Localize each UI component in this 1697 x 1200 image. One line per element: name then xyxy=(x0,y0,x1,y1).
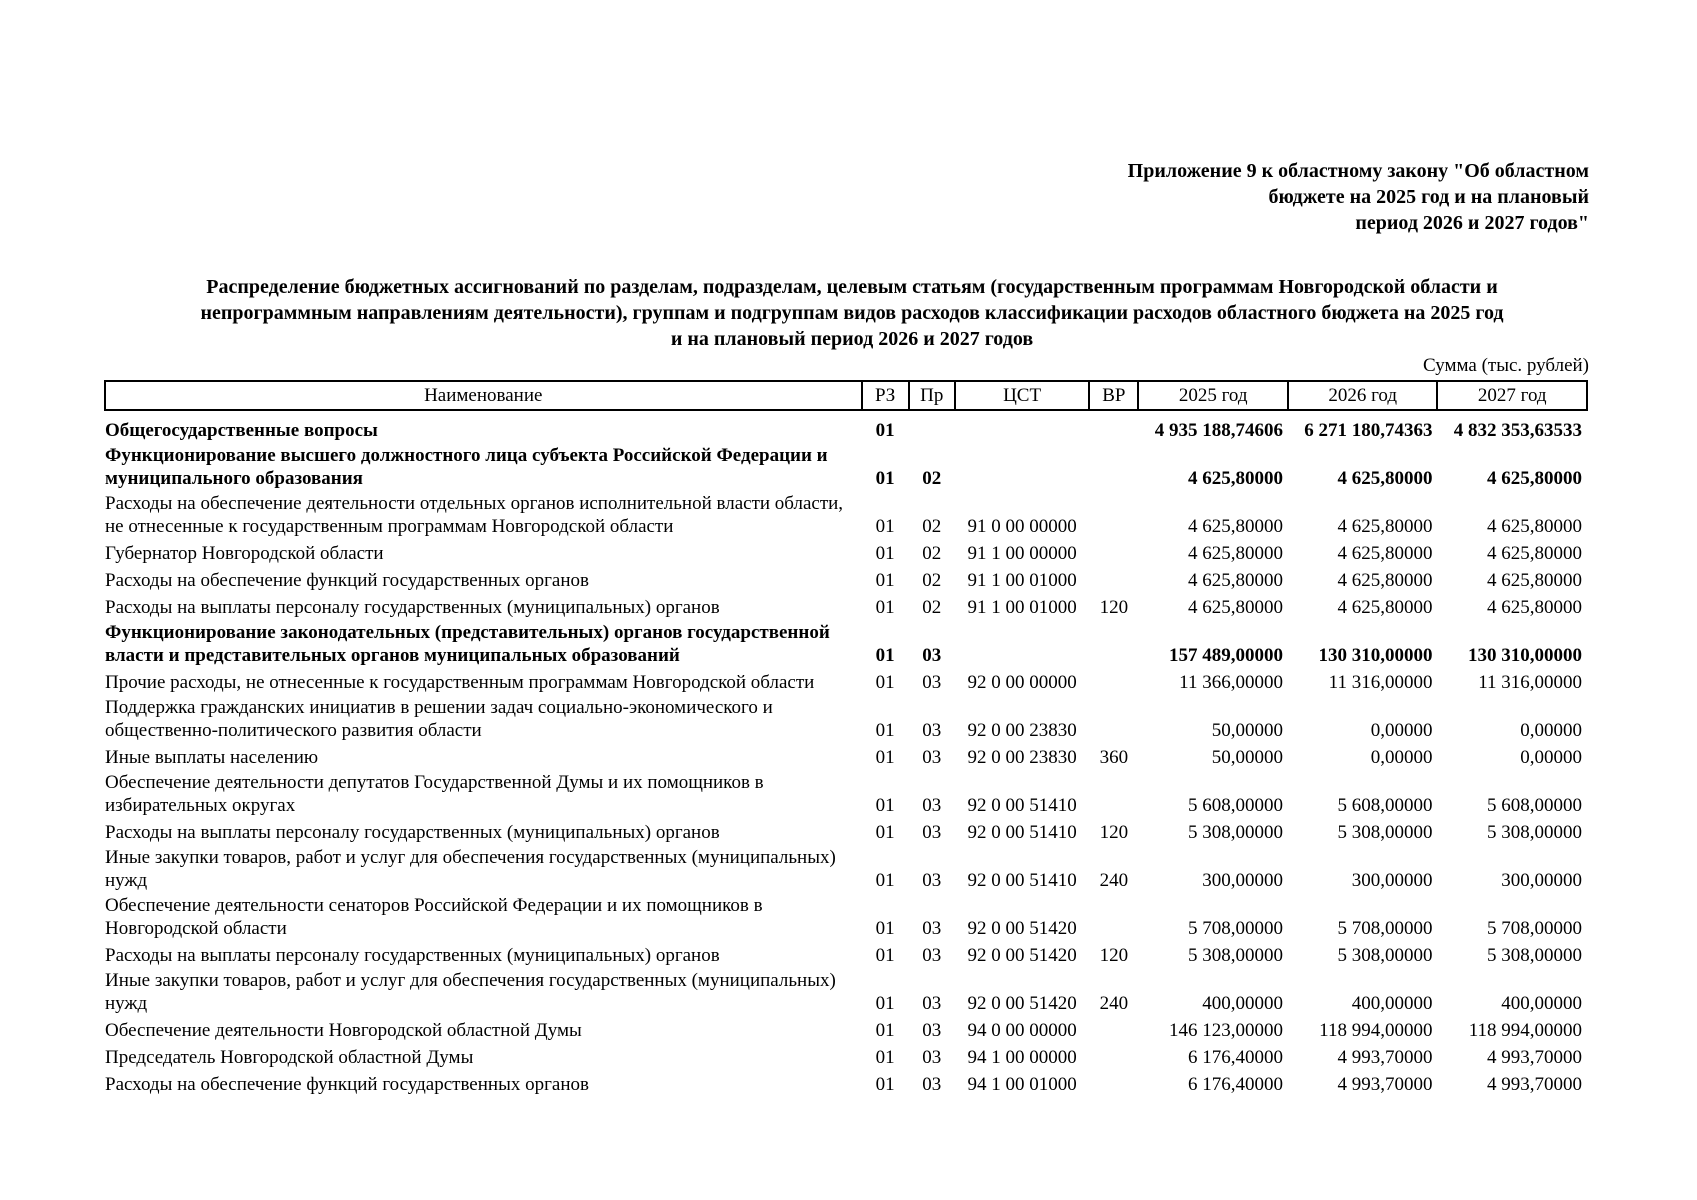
cell-cst: 91 1 00 01000 xyxy=(967,570,1077,591)
table-row xyxy=(105,443,1587,491)
cell-vr xyxy=(1089,668,1138,695)
cell-cst: 91 1 00 01000 xyxy=(967,597,1077,618)
cell-2027: 5 608,00000 xyxy=(1487,795,1582,816)
cell-rz: 01 xyxy=(875,720,895,741)
cell-2026: 5 308,00000 xyxy=(1337,945,1433,966)
cell-name: Иные закупки товаров, работ и услуг для обеспечения государственных (муниципальных) нужд xyxy=(105,970,836,1014)
cell-2027: 11 316,00000 xyxy=(1478,672,1582,693)
cell-name: Обеспечение деятельности сенаторов Российской Федерации и их помощников в Новгородской области xyxy=(105,895,763,939)
cell-cst: 94 0 00 00000 xyxy=(967,1020,1077,1041)
column-header-rz: РЗ xyxy=(862,381,909,410)
column-header-2025: 2025 год xyxy=(1138,381,1288,410)
cell-2027: 4 832 353,63533 xyxy=(1453,420,1582,441)
cell-cst: 92 0 00 23830 xyxy=(967,747,1077,768)
cell-name: Губернатор Новгородской области xyxy=(105,543,384,564)
cell-pr: 03 xyxy=(922,720,942,741)
cell-2027: 300,00000 xyxy=(1501,870,1582,891)
cell-2025: 5 608,00000 xyxy=(1187,795,1283,816)
table-row xyxy=(105,491,1587,539)
cell-pr: 03 xyxy=(922,870,942,891)
cell-vr xyxy=(1089,1016,1138,1043)
cell-name: Председатель Новгородской областной Думы xyxy=(105,1047,474,1068)
cell-cst: 91 1 00 00000 xyxy=(967,543,1077,564)
column-header-2026: 2026 год xyxy=(1288,381,1438,410)
cell-rz: 01 xyxy=(875,1047,895,1068)
cell-2025: 5 308,00000 xyxy=(1187,945,1283,966)
cell-rz: 01 xyxy=(875,645,895,666)
cell-2026: 4 993,70000 xyxy=(1337,1047,1433,1068)
table-row xyxy=(105,1016,1587,1043)
cell-2026: 5 308,00000 xyxy=(1337,822,1433,843)
cell-2027: 4 625,80000 xyxy=(1487,468,1582,489)
cell-name: Поддержка гражданских инициатив в решении задач социально-экономического и общественно-политического развития области xyxy=(105,697,773,741)
table-row xyxy=(105,1043,1587,1070)
column-header-2027: 2027 год xyxy=(1437,381,1587,410)
cell-2027: 4 993,70000 xyxy=(1487,1047,1582,1068)
cell-2027: 130 310,00000 xyxy=(1468,645,1582,666)
cell-cst: 91 0 00 00000 xyxy=(967,516,1077,537)
cell-2027: 400,00000 xyxy=(1501,993,1582,1014)
cell-rz: 01 xyxy=(875,468,895,489)
cell-vr: 120 xyxy=(1099,597,1129,618)
cell-cst: 92 0 00 51410 xyxy=(967,822,1077,843)
cell-2026: 0,00000 xyxy=(1370,747,1433,768)
column-header-cst: ЦСТ xyxy=(955,381,1089,410)
cell-name: Прочие расходы, не отнесенные к государственным программам Новгородской области xyxy=(105,672,815,693)
cell-2026: 5 608,00000 xyxy=(1337,795,1433,816)
table-row xyxy=(105,968,1587,1016)
table-row xyxy=(105,818,1587,845)
cell-2027: 5 308,00000 xyxy=(1487,945,1582,966)
cell-name: Обеспечение деятельности Новгородской областной Думы xyxy=(105,1020,582,1041)
table-row xyxy=(105,1070,1587,1097)
budget-table xyxy=(104,380,1588,1097)
cell-vr xyxy=(1089,620,1138,668)
cell-cst: 92 0 00 00000 xyxy=(967,672,1077,693)
units-label: Сумма (тыс. рублей) xyxy=(1423,355,1589,376)
cell-name: Общегосударственные вопросы xyxy=(105,420,378,441)
cell-2026: 130 310,00000 xyxy=(1318,645,1433,666)
cell-pr: 03 xyxy=(922,1047,942,1068)
cell-2026: 4 625,80000 xyxy=(1337,543,1433,564)
cell-rz: 01 xyxy=(875,918,895,939)
cell-vr xyxy=(1089,443,1138,491)
cell-vr xyxy=(1089,1070,1138,1097)
cell-cst xyxy=(955,410,1089,443)
cell-2027: 118 994,00000 xyxy=(1468,1020,1582,1041)
cell-2026: 11 316,00000 xyxy=(1328,672,1433,693)
cell-2026: 5 708,00000 xyxy=(1337,918,1433,939)
cell-vr xyxy=(1089,1043,1138,1070)
cell-2026: 4 625,80000 xyxy=(1337,468,1433,489)
cell-rz: 01 xyxy=(875,597,895,618)
cell-rz: 01 xyxy=(875,1020,895,1041)
cell-pr: 03 xyxy=(922,1020,942,1041)
cell-2027: 5 708,00000 xyxy=(1487,918,1582,939)
table-row xyxy=(105,539,1587,566)
cell-name: Расходы на обеспечение функций государственных органов xyxy=(105,570,589,591)
title-line: непрограммным направлениям деятельности), группам и подгруппам видов расходов классификации расходов областного бюджета на 2025 год xyxy=(200,302,1504,324)
cell-rz: 01 xyxy=(875,1074,895,1095)
cell-2027: 5 308,00000 xyxy=(1487,822,1582,843)
appendix-line: бюджете на 2025 год и на плановый xyxy=(1268,186,1589,208)
cell-pr: 03 xyxy=(922,918,942,939)
table-body xyxy=(105,410,1587,1097)
cell-cst: 92 0 00 51420 xyxy=(967,918,1077,939)
column-header-vr: ВР xyxy=(1089,381,1138,410)
cell-2025: 50,00000 xyxy=(1211,720,1283,741)
cell-pr: 02 xyxy=(922,468,942,489)
cell-2026: 118 994,00000 xyxy=(1319,1020,1433,1041)
cell-pr: 03 xyxy=(922,822,942,843)
cell-2025: 4 625,80000 xyxy=(1187,597,1283,618)
cell-2025: 4 625,80000 xyxy=(1187,516,1283,537)
cell-2025: 50,00000 xyxy=(1211,747,1283,768)
table-row xyxy=(105,695,1587,743)
cell-2025: 4 625,80000 xyxy=(1187,570,1283,591)
cell-2027: 4 993,70000 xyxy=(1487,1074,1582,1095)
cell-vr: 240 xyxy=(1099,993,1129,1014)
cell-name: Обеспечение деятельности депутатов Государственной Думы и их помощников в избирательных округах xyxy=(105,772,764,816)
cell-name: Функционирование законодательных (представительных) органов государственной власти и представительных органов муниципальных образований xyxy=(105,622,830,666)
cell-name: Функционирование высшего должностного лица субъекта Российской Федерации и муниципального образования xyxy=(105,445,828,489)
cell-rz: 01 xyxy=(875,570,895,591)
cell-2025: 157 489,00000 xyxy=(1168,645,1283,666)
cell-cst: 92 0 00 23830 xyxy=(967,720,1077,741)
cell-vr xyxy=(1089,695,1138,743)
cell-cst xyxy=(955,443,1089,491)
cell-rz: 01 xyxy=(875,543,895,564)
column-header-name: Наименование xyxy=(105,381,862,410)
cell-2025: 300,00000 xyxy=(1202,870,1283,891)
cell-2025: 6 176,40000 xyxy=(1187,1074,1283,1095)
cell-rz: 01 xyxy=(875,993,895,1014)
cell-cst: 92 0 00 51420 xyxy=(967,945,1077,966)
table-row xyxy=(105,770,1587,818)
cell-pr xyxy=(909,410,955,443)
cell-pr: 03 xyxy=(922,672,942,693)
cell-pr: 03 xyxy=(922,945,942,966)
cell-rz: 01 xyxy=(875,672,895,693)
cell-2026: 4 625,80000 xyxy=(1337,516,1433,537)
cell-name: Расходы на выплаты персоналу государственных (муниципальных) органов xyxy=(105,822,720,843)
column-header-pr: Пр xyxy=(909,381,955,410)
cell-2026: 4 625,80000 xyxy=(1337,597,1433,618)
table-row xyxy=(105,410,1587,443)
appendix-header xyxy=(1128,158,1589,236)
cell-2027: 4 625,80000 xyxy=(1487,516,1582,537)
cell-cst: 92 0 00 51410 xyxy=(967,870,1077,891)
cell-pr: 03 xyxy=(922,1074,942,1095)
cell-vr xyxy=(1089,893,1138,941)
cell-2025: 146 123,00000 xyxy=(1168,1020,1283,1041)
table-header-row xyxy=(105,381,1587,410)
table-row xyxy=(105,845,1587,893)
cell-2025: 6 176,40000 xyxy=(1187,1047,1283,1068)
cell-vr: 120 xyxy=(1099,945,1129,966)
cell-vr xyxy=(1089,491,1138,539)
title-line: и на плановый период 2026 и 2027 годов xyxy=(670,328,1034,350)
cell-vr: 360 xyxy=(1099,747,1129,768)
cell-rz: 01 xyxy=(875,516,895,537)
cell-name: Расходы на обеспечение функций государственных органов xyxy=(105,1074,589,1095)
cell-vr: 120 xyxy=(1099,822,1129,843)
cell-2025: 4 625,80000 xyxy=(1187,543,1283,564)
cell-pr: 02 xyxy=(922,597,942,618)
cell-2026: 400,00000 xyxy=(1351,993,1433,1014)
cell-pr: 02 xyxy=(922,543,942,564)
cell-vr xyxy=(1089,566,1138,593)
table-row xyxy=(105,593,1587,620)
cell-2027: 4 625,80000 xyxy=(1487,597,1582,618)
cell-2025: 5 308,00000 xyxy=(1187,822,1283,843)
cell-vr xyxy=(1089,410,1138,443)
cell-2026: 4 625,80000 xyxy=(1337,570,1433,591)
table-row xyxy=(105,620,1587,668)
cell-2025: 400,00000 xyxy=(1202,993,1283,1014)
cell-name: Расходы на выплаты персоналу государственных (муниципальных) органов xyxy=(105,945,720,966)
title-line: Распределение бюджетных ассигнований по разделам, подразделам, целевым статьям (государственным программам Новгородской области и xyxy=(206,276,1498,298)
cell-pr: 03 xyxy=(922,795,942,816)
cell-name: Иные закупки товаров, работ и услуг для обеспечения государственных (муниципальных) нужд xyxy=(105,847,836,891)
cell-2027: 0,00000 xyxy=(1520,747,1582,768)
cell-cst: 94 1 00 01000 xyxy=(967,1074,1077,1095)
cell-2026: 6 271 180,74363 xyxy=(1304,420,1433,441)
cell-cst xyxy=(955,620,1089,668)
cell-2027: 0,00000 xyxy=(1520,720,1582,741)
table-row xyxy=(105,743,1587,770)
cell-2025: 5 708,00000 xyxy=(1187,918,1283,939)
cell-rz: 01 xyxy=(875,822,895,843)
cell-pr: 02 xyxy=(922,570,942,591)
cell-2026: 4 993,70000 xyxy=(1337,1074,1433,1095)
cell-name: Расходы на выплаты персоналу государственных (муниципальных) органов xyxy=(105,597,720,618)
cell-rz: 01 xyxy=(875,795,895,816)
cell-2027: 4 625,80000 xyxy=(1487,543,1582,564)
cell-2027: 4 625,80000 xyxy=(1487,570,1582,591)
cell-cst: 94 1 00 00000 xyxy=(967,1047,1077,1068)
cell-2025: 11 366,00000 xyxy=(1179,672,1283,693)
cell-2025: 4 625,80000 xyxy=(1187,468,1283,489)
cell-name: Иные выплаты населению xyxy=(105,747,319,768)
cell-vr xyxy=(1089,770,1138,818)
cell-pr: 03 xyxy=(922,993,942,1014)
cell-rz: 01 xyxy=(875,945,895,966)
table-row xyxy=(105,893,1587,941)
appendix-line: период 2026 и 2027 годов" xyxy=(1355,212,1589,234)
cell-vr xyxy=(1089,539,1138,566)
cell-vr: 240 xyxy=(1099,870,1129,891)
cell-rz: 01 xyxy=(875,747,895,768)
cell-2025: 4 935 188,74606 xyxy=(1154,420,1283,441)
cell-pr: 03 xyxy=(922,645,942,666)
cell-cst: 92 0 00 51410 xyxy=(967,795,1077,816)
cell-2026: 300,00000 xyxy=(1351,870,1433,891)
cell-cst: 92 0 00 51420 xyxy=(967,993,1077,1014)
table-row xyxy=(105,941,1587,968)
cell-pr: 03 xyxy=(922,747,942,768)
table-row xyxy=(105,668,1587,695)
cell-name: Расходы на обеспечение деятельности отдельных органов исполнительной власти области, не отнесенные к государственным программам Новгородской области xyxy=(105,493,844,537)
document-title xyxy=(104,274,1600,352)
cell-rz: 01 xyxy=(875,870,895,891)
appendix-line: Приложение 9 к областному закону "Об областном xyxy=(1127,160,1589,182)
cell-rz: 01 xyxy=(875,420,895,441)
cell-pr: 02 xyxy=(922,516,942,537)
cell-2026: 0,00000 xyxy=(1370,720,1433,741)
table-row xyxy=(105,566,1587,593)
